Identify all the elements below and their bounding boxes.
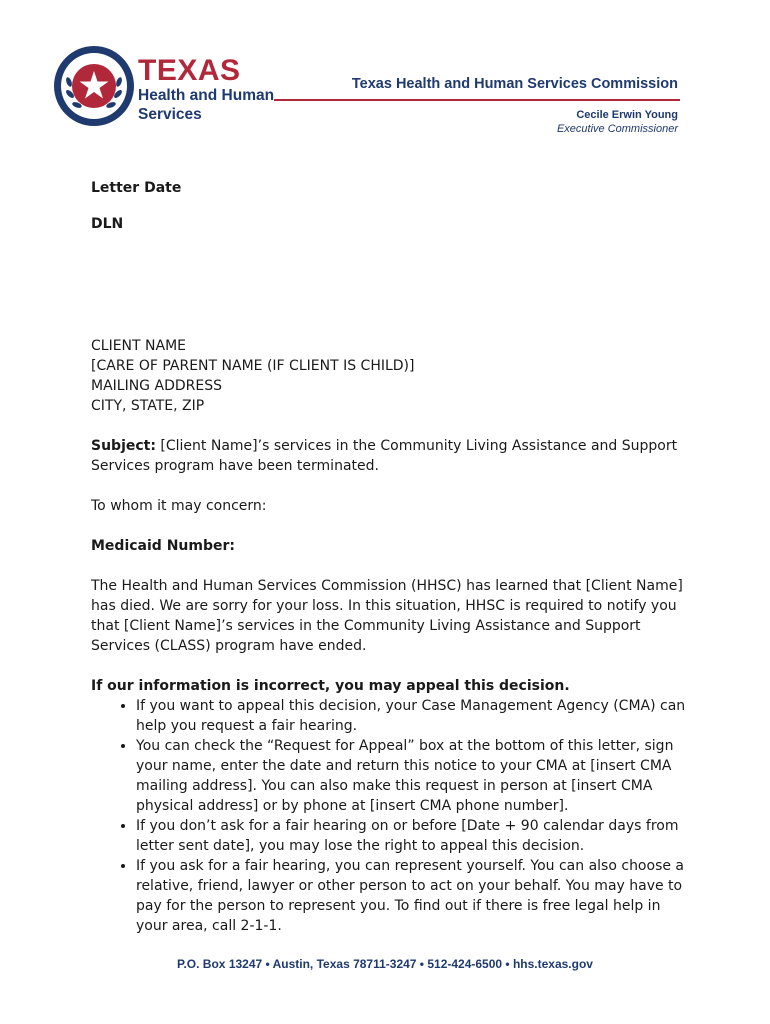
body-paragraph: The Health and Human Services Commission (HHSC) has learned that [Client Name] has died. We are sorry for your loss. In this situation, HHSC is required to notify you that [Client Name]’s services in the Community Living Assistance and Support Services (CLASS) program have ended. (91, 578, 683, 654)
commissioner-name: Cecile Erwin Young (576, 109, 678, 121)
header-divider (274, 99, 680, 101)
medicaid-number-label: Medicaid Number: (91, 538, 235, 554)
address-block (91, 336, 691, 416)
commissioner-title: Executive Commissioner (556, 123, 678, 135)
footer-contact: P.O. Box 13247 • Austin, Texas 78711-3247 • 512-424-6500 • hhs.texas.gov (177, 957, 593, 971)
letter-body (91, 178, 691, 936)
salutation: To whom it may concern: (91, 498, 267, 514)
subject-text: [Client Name]’s services in the Community Living Assistance and Support Services program have been terminated. (91, 438, 678, 474)
subject-line (91, 436, 691, 476)
address-line: CLIENT NAME (91, 338, 186, 354)
logo-texas: TEXAS (138, 54, 241, 87)
logo-wordmark (138, 56, 274, 124)
appeal-list (91, 696, 691, 936)
address-line: CITY, STATE, ZIP (91, 398, 205, 414)
subject-label: Subject: (91, 438, 156, 454)
appeal-heading: If our information is incorrect, you may appeal this decision. (91, 678, 570, 694)
commissioner-block (557, 109, 678, 135)
texas-hhs-seal-logo (52, 44, 136, 128)
commission-name: Texas Health and Human Services Commission (351, 76, 678, 92)
address-line: [CARE OF PARENT NAME (IF CLIENT IS CHILD)] (91, 358, 415, 374)
list-item: • If you ask for a fair hearing, you can represent yourself. You can also choose a relative, friend, lawyer or other person to act on your behalf. You may have to pay for the person to represent you. To find out if there is free legal help in your area, call 2-1-1. (136, 856, 691, 936)
dln-label: DLN (91, 216, 124, 232)
letter-date-label: Letter Date (91, 180, 182, 196)
list-item: • You can check the “Request for Appeal” box at the bottom of this letter, sign your name, enter the date and return this notice to your CMA at [insert CMA mailing address]. You can also make this request in person at [insert CMA physical address] or by phone at [insert CMA phone number]. (136, 736, 691, 816)
logo-line-3: Services (138, 106, 202, 123)
list-item: • If you don’t ask for a fair hearing on or before [Date + 90 calendar days from letter sent date], you may lose the right to appeal this decision. (136, 816, 691, 856)
logo-line-2: Health and Human (138, 87, 275, 104)
list-item: • If you want to appeal this decision, your Case Management Agency (CMA) can help you request a fair hearing. (136, 696, 691, 736)
address-line: MAILING ADDRESS (91, 378, 222, 394)
